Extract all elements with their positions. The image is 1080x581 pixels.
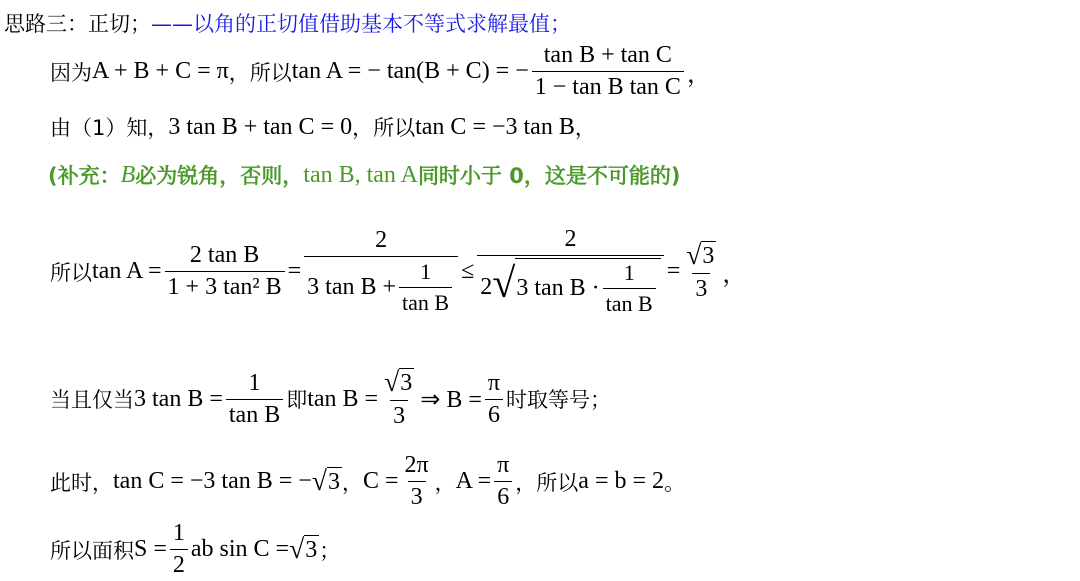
line1-frac-num: tan B + tan C [543,42,672,68]
line5-f2-num: π [497,452,510,478]
equation-line-4 [50,368,611,430]
line4-f1-den: tan B [226,399,283,429]
line3-f2-den-a: 3 tan B + [307,274,397,300]
line2-eq1: 3 tan B + tan C = 0 [168,113,353,140]
line3-f3-num: 2 [564,226,577,252]
line5-fraction-2 [494,452,512,511]
line3-f2-inner-fraction [399,259,452,316]
heading-line [4,8,571,38]
line3-le: ≤ [461,258,475,284]
line3-f1-num: 2 tan B [189,242,260,268]
line4-fraction-1 [226,370,283,429]
line3-lead: 所以 [50,260,92,285]
line1-sep: ，所以 [228,60,292,85]
line2-end: ， [574,116,596,140]
radical-sign-icon: √ [384,366,400,397]
line3-f2-den [304,256,458,316]
line4-mid: 即 [286,388,308,412]
line3-f3-den [477,255,663,317]
line5-f1-num: 2π [404,452,429,478]
line1-frac-den: 1 − tan B tan C [532,71,684,101]
line5-eq4: a = b = 2 [578,468,665,494]
line3-f3-den-a: 3 tan B · [516,275,600,301]
line6-f-den: 2 [170,549,188,579]
heading-prefix: 思路三：正切； [4,12,151,36]
equation-line-1 [50,42,711,101]
supplement-expr: tan B, tan A [303,161,418,188]
line5-eq1: tan C = −3 tan B = − [113,468,312,494]
supplement-var: B [120,161,136,188]
line3-f3-den-2: 2 [480,274,493,300]
line5-end: 。 [664,470,686,495]
line3-end: ， [722,262,747,288]
line6-radicand: 3 [305,537,318,563]
line5-c3: ，所以 [515,470,579,495]
line6-fraction [170,520,188,579]
line4-f1-num: 1 [248,369,261,396]
equation-line-6 [50,520,340,579]
line3-f3-inner-den: tan B [603,288,656,317]
line1-eq1: A + B + C = π [92,58,229,84]
line1-end: ， [686,62,711,88]
line3-f4-num [683,238,719,273]
line6-eq: S = [134,536,167,562]
line6-expr: ab sin C = [190,536,290,562]
line6-sqrt [289,535,319,564]
line5-f1-den: 3 [408,481,426,511]
line4-f3-num: π [487,369,501,396]
line3-f3-sqrt [492,258,660,317]
line4-fraction-3 [485,370,503,429]
line2-eq2: tan C = −3 tan B [415,113,575,140]
line4-arrow: ⇒ B = [420,386,482,413]
line3-f3-inner-fraction [603,260,656,317]
line5-sqrt [312,467,342,496]
line2-lead: 由（1）知， [50,116,169,140]
line3-fraction-4 [683,238,719,303]
line3-lhs: tan A = [92,258,162,284]
supplement-close: 同时小于 0，这是不可能的) [417,164,681,188]
line3-f2-num: 2 [375,227,388,253]
line3-eq2: = [666,258,681,284]
equation-line-2 [50,112,596,142]
radical-sign-icon: √ [311,465,327,496]
line3-fraction-1 [165,242,285,301]
equation-line-5 [50,452,685,511]
line1-fraction [532,42,684,101]
line5-lead: 此时， [50,470,113,495]
line5-fraction-1 [402,452,432,511]
radical-sign-icon: √ [686,238,702,270]
radical-sign-icon: √ [492,261,516,307]
equation-line-3 [50,226,746,317]
line6-end: ； [319,538,341,563]
line3-f2-inner-den: tan B [399,287,452,316]
line1-eq2: tan A = − tan(B + C) = − [291,58,529,84]
supplement-mid: 必为锐角，否则， [135,164,304,188]
supplement-open: (补充： [48,164,121,188]
line3-f2-inner-num: 1 [420,259,432,284]
line5-eq2: C = [362,468,399,494]
line4-lead: 当且仅当 [50,388,134,412]
line4-lhs: 3 tan B = [134,385,223,412]
line4-f3-den: 6 [485,399,503,429]
line4-fraction-2 [381,368,417,430]
line5-eq3: A = [455,468,492,494]
line4-f2-num [381,368,417,400]
line6-lead: 所以面积 [50,538,134,563]
line3-f4-radicand: 3 [702,242,715,269]
line4-f2-radicand: 3 [400,370,413,396]
line3-f3-radicand [515,258,660,317]
line6-f-num: 1 [172,520,185,546]
line5-c2: ， [434,470,456,495]
line3-fraction-3 [477,226,663,317]
line3-eq: = [287,258,302,284]
line3-f3-inner-num: 1 [623,260,635,285]
line2-sep: ，所以 [352,116,416,140]
line3-f1-den: 1 + 3 tan² B [165,271,285,301]
line5-radicand: 3 [327,469,340,495]
line4-f2-den: 3 [390,400,408,430]
supplement-line [48,160,680,190]
line1-lead: 因为 [50,60,92,85]
line3-fraction-2 [304,227,458,316]
heading-note: ——以角的正切值借助基本不等式求解最值； [151,12,571,36]
radical-sign-icon: √ [289,533,305,564]
line5-f2-den: 6 [494,481,512,511]
line3-f4-den: 3 [692,273,710,303]
line4-end: 时取等号； [506,388,612,412]
line4-eq: tan B = [307,385,379,412]
line5-c1: ， [341,470,363,495]
